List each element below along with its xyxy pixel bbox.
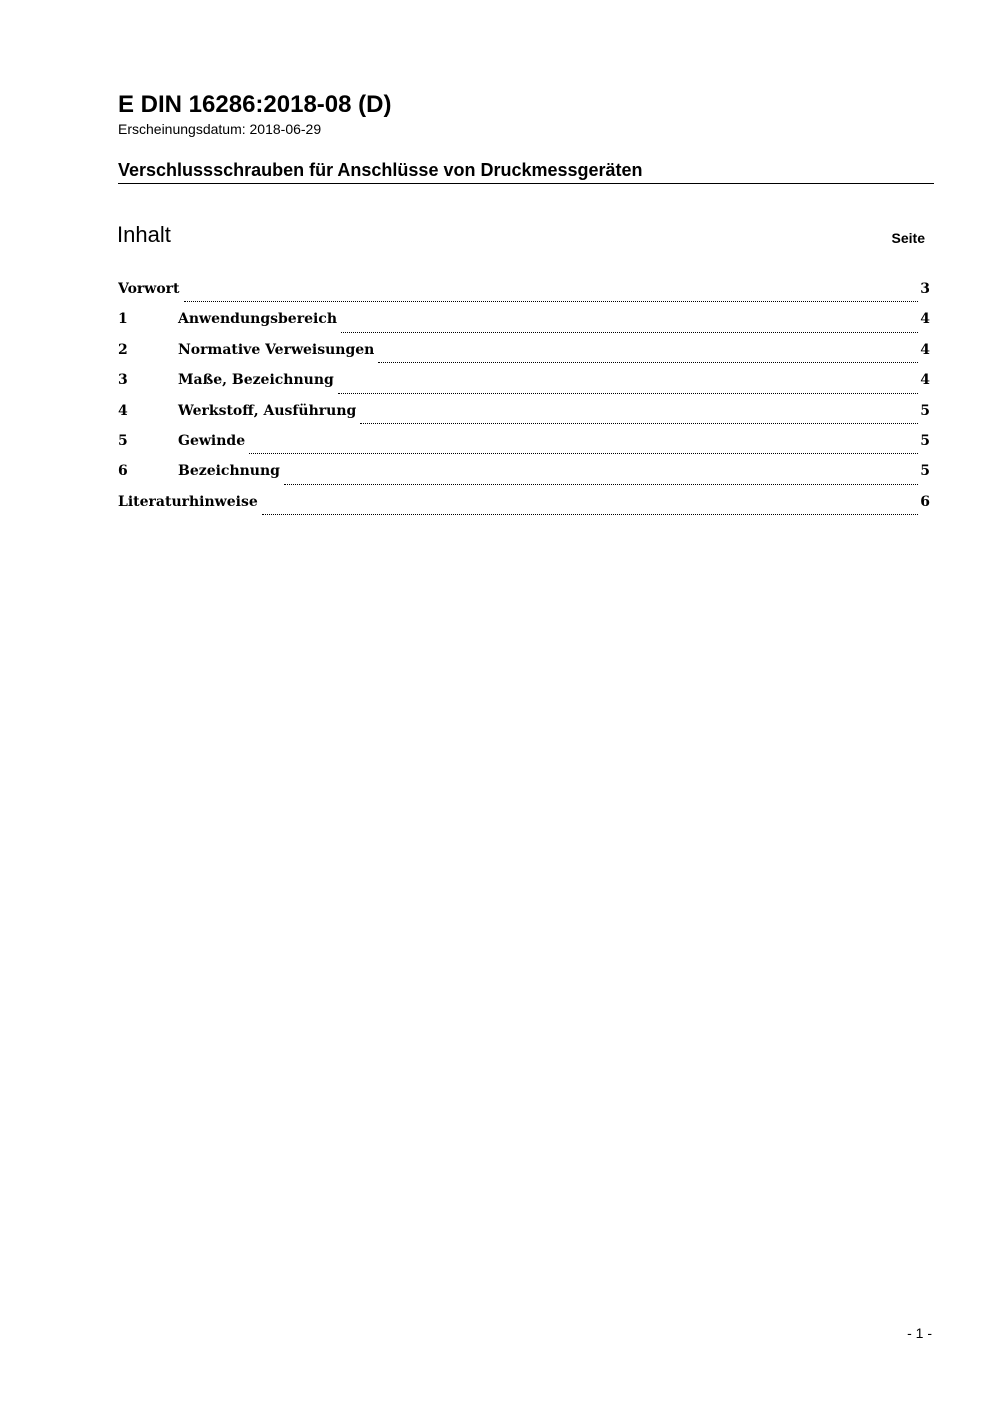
toc-entry-page: 4	[920, 372, 930, 389]
toc-entry-title: Anwendungsbereich	[178, 311, 337, 328]
toc-dot-leader	[360, 423, 918, 424]
toc-entry-4[interactable]	[118, 400, 930, 430]
toc-entry-number: 6	[118, 463, 128, 480]
toc-entry-literaturhinweise[interactable]	[118, 491, 930, 521]
toc-dot-leader	[341, 332, 918, 333]
toc-entry-number: 1	[118, 311, 128, 328]
toc-entry-title: Normative Verweisungen	[178, 341, 375, 358]
toc-entry-5[interactable]	[118, 430, 930, 460]
toc-entry-title: Werkstoff, Ausführung	[178, 402, 357, 419]
toc-entry-title: Gewinde	[178, 432, 246, 449]
toc-entry-page: 5	[920, 402, 930, 419]
toc-entry-number: 2	[118, 341, 128, 358]
toc-entry-1[interactable]	[118, 308, 930, 338]
toc-entry-number: 3	[118, 372, 128, 389]
toc-entry-page: 4	[920, 311, 930, 328]
publication-date: Erscheinungsdatum: 2018-06-29	[118, 121, 322, 137]
table-of-contents	[118, 278, 930, 521]
toc-heading: Inhalt	[117, 222, 171, 247]
page-number: - 1 -	[907, 1325, 932, 1341]
toc-entry-3[interactable]	[118, 369, 930, 399]
toc-dot-leader	[378, 362, 918, 363]
toc-page-column-label: Seite	[891, 230, 925, 246]
toc-entry-page: 6	[920, 493, 930, 510]
toc-entry-page: 5	[920, 463, 930, 480]
toc-dot-leader	[184, 301, 919, 302]
toc-entry-title: Bezeichnung	[178, 463, 280, 480]
toc-dot-leader	[338, 393, 918, 394]
toc-entry-number: 4	[118, 402, 128, 419]
toc-dot-leader	[262, 514, 919, 515]
toc-entry-page: 3	[920, 281, 930, 297]
toc-entry-title: Maße, Bezeichnung	[178, 372, 334, 389]
document-title: Verschlussschrauben für Anschlüsse von Druckmessgeräten	[118, 160, 643, 180]
toc-entry-title: Vorwort	[118, 281, 180, 297]
toc-entry-number: 5	[118, 432, 128, 449]
toc-dot-leader	[249, 453, 918, 454]
title-divider	[118, 183, 934, 184]
toc-entry-6[interactable]	[118, 460, 930, 490]
toc-dot-leader	[284, 484, 918, 485]
toc-entry-page: 5	[920, 432, 930, 449]
toc-entry-vorwort[interactable]	[118, 278, 930, 308]
toc-entry-title: Literaturhinweise	[118, 493, 258, 510]
toc-entry-page: 4	[920, 341, 930, 358]
document-id: E DIN 16286:2018-08 (D)	[118, 91, 392, 118]
toc-entry-2[interactable]	[118, 339, 930, 369]
